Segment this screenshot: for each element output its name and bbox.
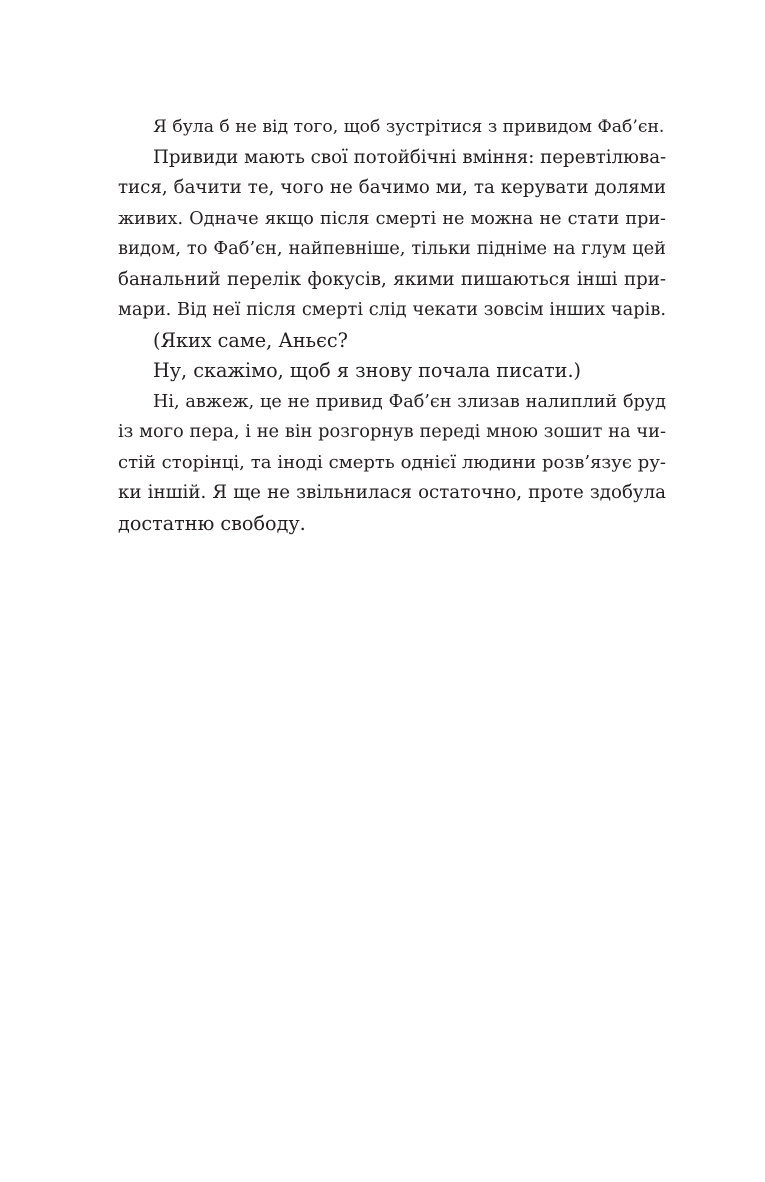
text-line: Я була б не від того, щоб зустрітися з привидом Фаб’єн. [153, 117, 665, 137]
text-line: із мого пера, і не він розгорнув переді мною зошит на чи- [118, 421, 666, 442]
text-line: Ну, скажімо, щоб я знову почала писати.) [153, 359, 582, 382]
text-line: Ні, авжеж, це не привид Фаб’єн злизав налиплий бруд [153, 391, 666, 412]
text-line: тися, бачити те, чого не бачимо ми, та керувати долями [118, 177, 666, 198]
text-line: видом, то Фаб’єн, найпевніше, тільки підніме на глум цей [118, 238, 666, 259]
text-line: (Яких саме, Аньєс? [153, 328, 348, 352]
text-line: стій сторінці, та іноді смерть однієї людини розв’язує ру- [118, 451, 666, 473]
text-line: достатню свободу. [118, 511, 306, 535]
text-line: Привиди мають свої потойбічні вміння: перевтілюва- [153, 146, 667, 168]
text-line: ки іншій. Я ще не звільнилася остаточно, проте здобула [118, 482, 666, 503]
text-line: живих. Одначе якщо після смерті не можна не стати при- [118, 208, 666, 229]
text-line: мари. Від неї після смерті слід чекати зовсім інших чарів. [118, 299, 666, 320]
body-text [118, 112, 666, 539]
text-line: банальний перелік фокусів, якими пишаються інші при- [118, 268, 666, 290]
